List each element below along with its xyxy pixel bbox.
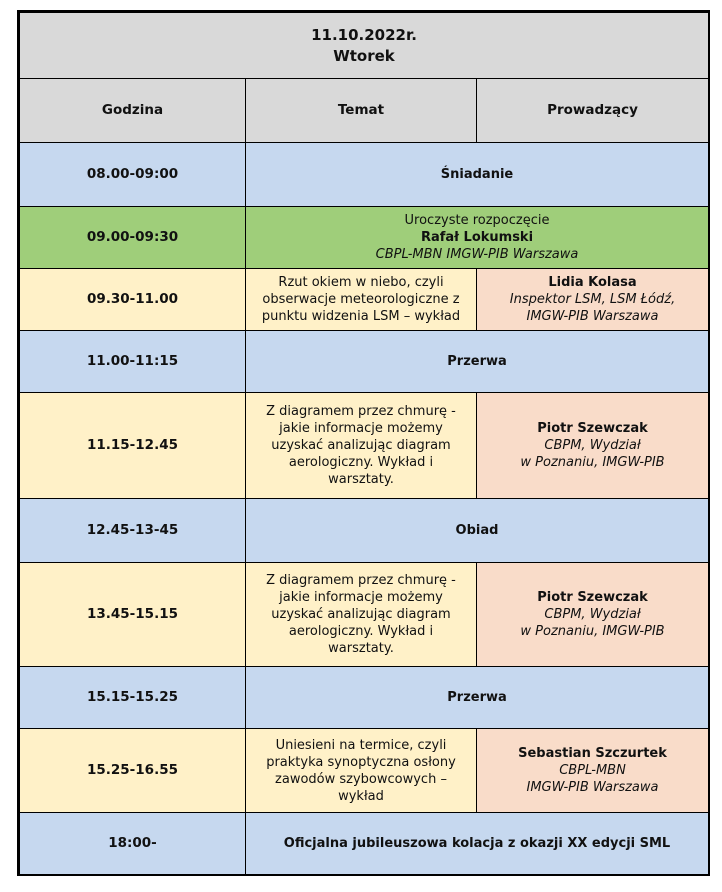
- host-name: Piotr Szewczak: [537, 590, 648, 605]
- row-time: 11.00-11:15: [20, 331, 246, 393]
- row-time: 08.00-09:00: [20, 143, 246, 207]
- host-org: CBPM, Wydział: [544, 607, 641, 622]
- schedule-table: [19, 12, 709, 875]
- topic-line: Rzut okiem w niebo, czyli: [278, 275, 444, 290]
- host-name: Sebastian Szczurtek: [518, 746, 667, 761]
- column-header-topic: Temat: [246, 79, 477, 143]
- host-org: IMGW-PIB Warszawa: [526, 780, 659, 795]
- table-row: [20, 499, 709, 563]
- row-merged-event: Obiad: [246, 499, 709, 563]
- host-org: w Poznaniu, IMGW-PIB: [520, 624, 665, 639]
- topic-line: uzyskać analizując diagram: [271, 607, 451, 622]
- row-time: 15.25-16.55: [20, 729, 246, 813]
- host-org: w Poznaniu, IMGW-PIB: [520, 455, 665, 470]
- table-row: [20, 207, 709, 269]
- host-org: Inspektor LSM, LSM Łódź,: [509, 292, 676, 307]
- table-row: [20, 813, 709, 875]
- schedule-title: [20, 13, 709, 79]
- table-row: [20, 331, 709, 393]
- topic-line: jakie informacje możemy: [279, 590, 443, 605]
- row-time: 12.45-13-45: [20, 499, 246, 563]
- row-host: [477, 563, 709, 667]
- opening-speaker: Rafał Lokumski: [420, 230, 534, 245]
- column-header-time: Godzina: [20, 79, 246, 143]
- topic-line: wykład: [338, 788, 384, 804]
- host-name: Lidia Kolasa: [548, 275, 637, 290]
- row-merged-event: Śniadanie: [246, 143, 709, 207]
- row-time: 13.45-15.15: [20, 563, 246, 667]
- host-name: Piotr Szewczak: [537, 421, 648, 436]
- table-row: [20, 143, 709, 207]
- row-host: [477, 729, 709, 813]
- topic-line: Z diagramem przez chmurę -: [266, 573, 456, 588]
- row-time: 09.00-09:30: [20, 207, 246, 269]
- topic-line: aerologiczny. Wykład i: [288, 624, 434, 639]
- schedule-sheet: [17, 10, 710, 876]
- row-opening-event: [246, 207, 709, 269]
- topic-line: jakie informacje możemy: [279, 421, 443, 436]
- row-time: 09.30-11.00: [20, 269, 246, 331]
- topic-line: punktu widzenia LSM – wykład: [261, 309, 461, 324]
- topic-line: aerologiczny. Wykład i: [288, 455, 434, 470]
- topic-line: Uniesieni na termice, czyli: [275, 737, 447, 753]
- table-row: [20, 667, 709, 729]
- topic-line: praktyka synoptyczna osłony: [266, 754, 456, 770]
- table-row: [20, 563, 709, 667]
- table-row: [20, 393, 709, 499]
- host-org: IMGW-PIB Warszawa: [526, 309, 659, 324]
- row-topic: [246, 393, 477, 499]
- schedule-day: Wtorek: [333, 46, 395, 65]
- row-time: 11.15-12.45: [20, 393, 246, 499]
- row-merged-event: Oficjalna jubileuszowa kolacja z okazji XX edycji SML: [246, 813, 709, 875]
- row-time: 18:00-: [20, 813, 246, 875]
- topic-line: warsztaty.: [328, 641, 394, 656]
- host-org: CBPM, Wydział: [544, 438, 641, 453]
- row-time: 15.15-15.25: [20, 667, 246, 729]
- opening-label: Uroczyste rozpoczęcie: [404, 213, 550, 228]
- row-merged-event: Przerwa: [246, 667, 709, 729]
- table-row: [20, 729, 709, 813]
- topic-line: uzyskać analizując diagram: [271, 438, 451, 453]
- row-host: [477, 393, 709, 499]
- row-merged-event: Przerwa: [246, 331, 709, 393]
- opening-org: CBPL-MBN IMGW-PIB Warszawa: [375, 247, 579, 262]
- table-row: [20, 269, 709, 331]
- topic-line: warsztaty.: [328, 472, 394, 487]
- topic-line: zawodów szybowcowych –: [275, 771, 447, 787]
- host-org: CBPL-MBN: [559, 763, 626, 778]
- column-header-host: Prowadzący: [477, 79, 709, 143]
- row-topic: [246, 563, 477, 667]
- row-topic: [246, 269, 477, 331]
- row-host: [477, 269, 709, 331]
- schedule-date: 11.10.2022r.: [311, 25, 417, 44]
- topic-line: obserwacje meteorologiczne z: [262, 292, 460, 307]
- row-topic: [246, 729, 477, 813]
- topic-line: Z diagramem przez chmurę -: [266, 404, 456, 419]
